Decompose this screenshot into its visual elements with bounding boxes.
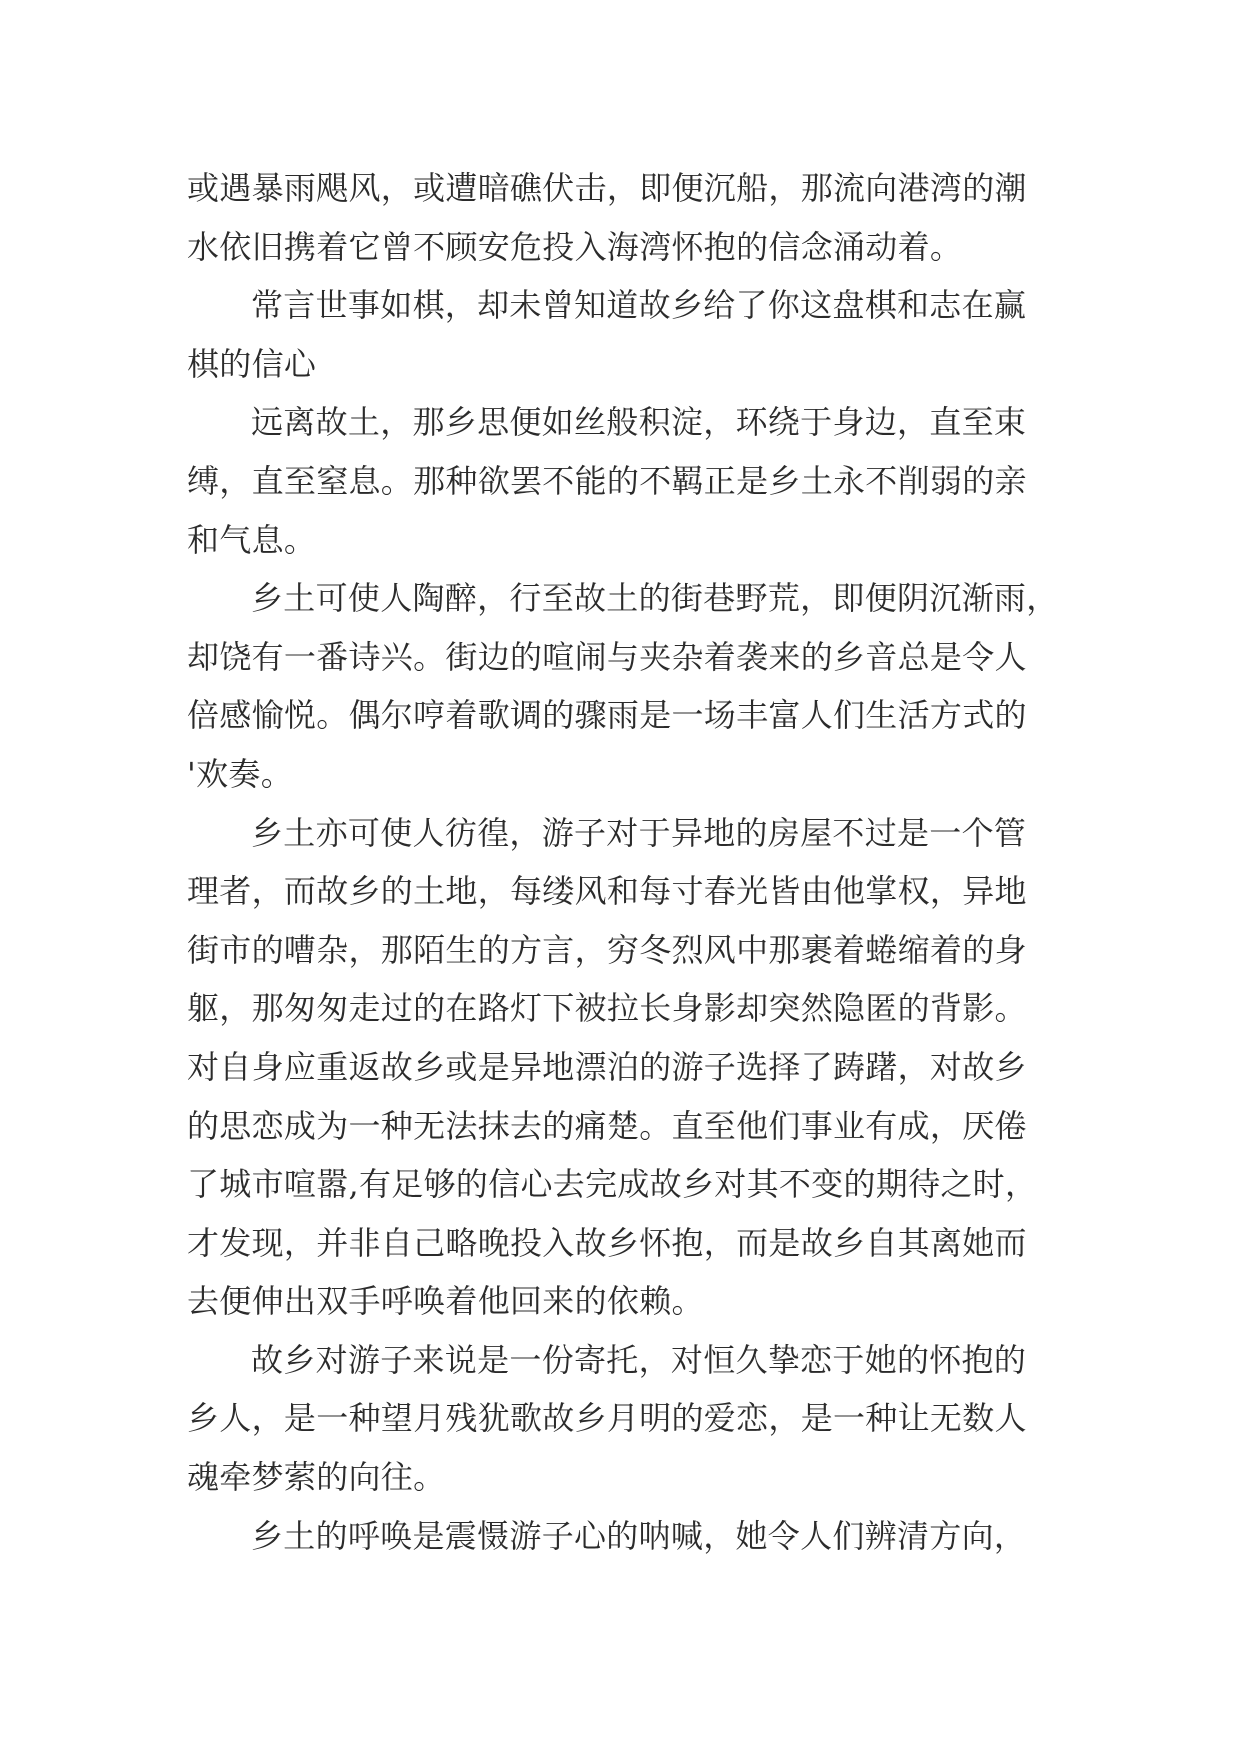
text-line: 对自身应重返故乡或是异地漂泊的游子选择了踌躇，对故乡 xyxy=(187,1047,1027,1086)
text-line: 缚，直至窒息。那种欲罢不能的不羁正是乡土永不削弱的亲 xyxy=(187,461,1027,500)
text-line: 躯，那匆匆走过的在路灯下被拉长身影却突然隐匿的背影。 xyxy=(187,989,1027,1028)
paragraph-5 xyxy=(187,804,1067,1331)
text-line: 水依旧携着它曾不顾安危投入海湾怀抱的信念涌动着。 xyxy=(187,227,963,266)
essay-body xyxy=(187,159,1067,1565)
text-line: 棋的信心 xyxy=(187,344,317,383)
paragraph-7 xyxy=(187,1507,1067,1566)
text-line: 常言世事如棋，却未曾知道故乡给了你这盘棋和志在赢 xyxy=(251,286,1027,325)
text-line: 魂牵梦萦的向往。 xyxy=(187,1458,446,1497)
text-line: 乡土可使人陶醉，行至故土的街巷野荒，即便阴沉渐雨， xyxy=(251,579,1059,618)
paragraph-1 xyxy=(187,159,1067,276)
text-line: 或遇暴雨飓风，或遭暗礁伏击，即便沉船，那流向港湾的潮 xyxy=(187,169,1027,207)
text-line: 理者，而故乡的土地，每缕风和每寸春光皆由他掌权，异地 xyxy=(187,872,1027,911)
text-line: 才发现，并非自己略晚投入故乡怀抱，而是故乡自其离她而 xyxy=(187,1223,1027,1262)
text-line: 和气息。 xyxy=(187,520,317,559)
paragraph-6 xyxy=(187,1331,1067,1507)
paragraph-2 xyxy=(187,276,1067,393)
text-line: 街市的嘈杂，那陌生的方言，穷冬烈风中那裹着蜷缩着的身 xyxy=(187,930,1027,969)
text-line: 远离故土，那乡思便如丝般积淀，环绕于身边，直至束 xyxy=(251,403,1027,442)
paragraph-3 xyxy=(187,393,1067,569)
text-line: 的思恋成为一种无法抹去的痛楚。直至他们事业有成，厌倦 xyxy=(187,1106,1027,1145)
text-line: 却饶有一番诗兴。街边的喧闹与夹杂着袭来的乡音总是令人 xyxy=(187,637,1027,676)
text-line: 乡土亦可使人彷徨，游子对于异地的房屋不过是一个管 xyxy=(251,813,1027,852)
text-line: 去便伸出双手呼唤着他回来的依赖。 xyxy=(187,1282,704,1321)
text-line: '欢奏。 xyxy=(187,754,293,793)
paragraph-4 xyxy=(187,569,1067,803)
text-line: 了城市喧嚣,有足够的信心去完成故乡对其不变的期待之时， xyxy=(187,1165,1038,1204)
text-line: 倍感愉悦。偶尔哼着歌调的骤雨是一场丰富人们生活方式的 xyxy=(187,696,1027,735)
text-line: 乡土的呼唤是震慑游子心的呐喊，她令人们辨清方向， xyxy=(251,1516,1027,1555)
text-line: 乡人，是一种望月残犹歌故乡月明的爱恋，是一种让无数人 xyxy=(187,1399,1027,1438)
text-line: 故乡对游子来说是一份寄托，对恒久挚恋于她的怀抱的 xyxy=(251,1340,1027,1379)
